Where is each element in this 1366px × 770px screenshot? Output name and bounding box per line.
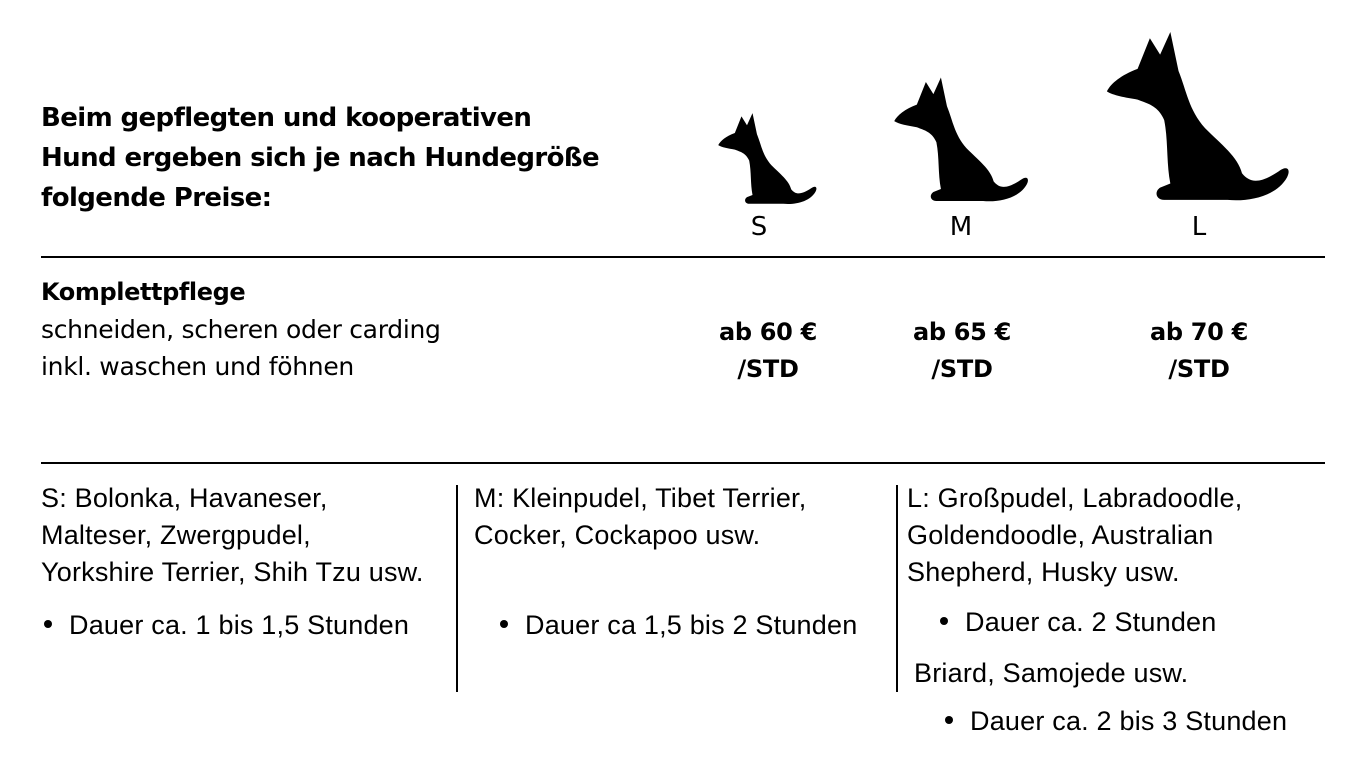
duration-s (44, 610, 409, 641)
duration-l (940, 607, 1216, 638)
size-label-m: M (949, 212, 973, 242)
divider-top (41, 256, 1325, 258)
breeds-l (907, 480, 1242, 591)
duration-text: Dauer ca. 2 Stunden (965, 607, 1217, 637)
price-amount: ab 70 € (1149, 318, 1249, 346)
bullet-icon (44, 620, 52, 628)
breeds-l-extra: Briard, Samojede usw. (914, 658, 1189, 688)
size-label-l: L (1191, 212, 1207, 242)
intro-line: Beim gepflegten und kooperativen (41, 103, 532, 133)
duration-l-extra (945, 706, 1287, 737)
price-unit: /STD (1168, 355, 1230, 383)
breeds-s (41, 480, 424, 591)
service-description: schneiden, scheren oder carding (41, 315, 441, 344)
bullet-icon (500, 620, 508, 628)
price-l (1099, 314, 1299, 388)
intro-heading (41, 98, 661, 218)
duration-text: Dauer ca. 1 bis 1,5 Stunden (69, 610, 410, 640)
breed-line: S: Bolonka, Havaneser, (41, 483, 328, 513)
breed-line: M: Kleinpudel, Tibet Terrier, (474, 483, 807, 513)
price-amount: ab 60 € (718, 318, 818, 346)
dog-large-icon (1106, 30, 1292, 204)
dog-small-icon (718, 112, 818, 206)
breeds-m (474, 480, 806, 554)
bullet-icon (945, 716, 953, 724)
column-separator (456, 485, 458, 692)
breed-line: Shepherd, Husky usw. (907, 557, 1180, 587)
service-description: inkl. waschen und föhnen (41, 352, 354, 381)
duration-m (500, 610, 857, 641)
breed-line: L: Großpudel, Labradoodle, (907, 483, 1243, 513)
breed-line: Malteser, Zwergpudel, (41, 520, 311, 550)
intro-line: folgende Preise: (41, 183, 272, 213)
size-label-s: S (750, 212, 768, 242)
dog-medium-icon (894, 76, 1030, 204)
price-s (668, 314, 868, 388)
price-unit: /STD (737, 355, 799, 383)
divider-bottom (41, 462, 1325, 464)
duration-text: Dauer ca 1,5 bis 2 Stunden (525, 610, 858, 640)
duration-text: Dauer ca. 2 bis 3 Stunden (970, 706, 1288, 736)
service-title: Komplettpflege (41, 278, 246, 306)
intro-line: Hund ergeben sich je nach Hundegröße (41, 143, 599, 173)
breed-line: Goldendoodle, Australian (907, 520, 1214, 550)
bullet-icon (940, 617, 948, 625)
price-unit: /STD (931, 355, 993, 383)
price-m (862, 314, 1062, 388)
breed-line: Yorkshire Terrier, Shih Tzu usw. (41, 557, 424, 587)
price-amount: ab 65 € (912, 318, 1012, 346)
breed-line: Cocker, Cockapoo usw. (474, 520, 761, 550)
column-separator (896, 485, 898, 692)
